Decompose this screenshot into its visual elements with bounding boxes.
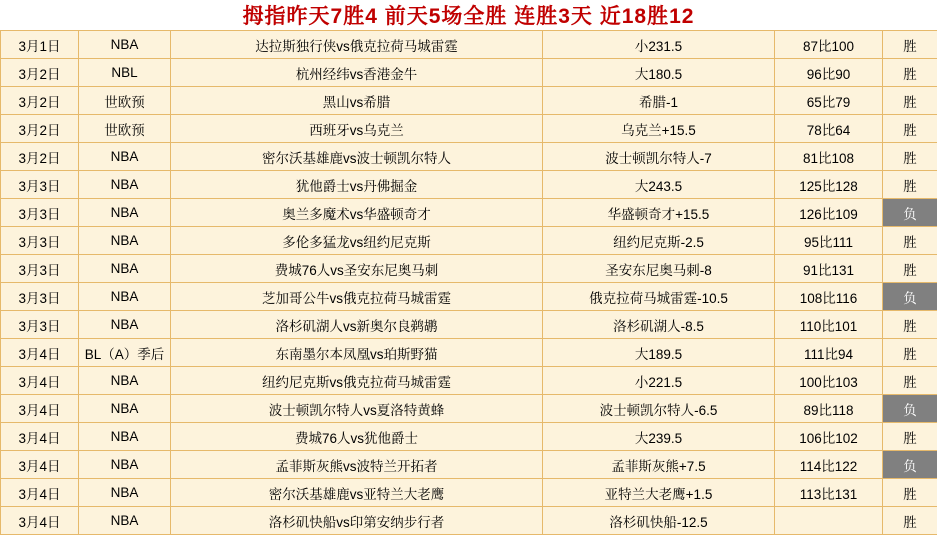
- cell-date: 3月4日: [1, 479, 79, 507]
- cell-match: 达拉斯独行侠vs俄克拉荷马城雷霆: [171, 31, 543, 59]
- cell-match: 孟菲斯灰熊vs波特兰开拓者: [171, 451, 543, 479]
- cell-pick: 大189.5: [543, 339, 775, 367]
- cell-score: 91比131: [775, 255, 883, 283]
- table-row: [1, 59, 937, 87]
- cell-score: 111比94: [775, 339, 883, 367]
- cell-league: NBA: [79, 255, 171, 283]
- table-row: [1, 395, 937, 423]
- cell-date: 3月3日: [1, 311, 79, 339]
- cell-league: NBA: [79, 451, 171, 479]
- cell-date: 3月2日: [1, 59, 79, 87]
- cell-result: 胜: [883, 367, 937, 395]
- cell-date: 3月2日: [1, 87, 79, 115]
- cell-score: 95比111: [775, 227, 883, 255]
- cell-match: 东南墨尔本凤凰vs珀斯野猫: [171, 339, 543, 367]
- cell-result: 胜: [883, 31, 937, 59]
- table-row: [1, 479, 937, 507]
- cell-date: 3月3日: [1, 171, 79, 199]
- cell-date: 3月3日: [1, 227, 79, 255]
- cell-match: 费城76人vs犹他爵士: [171, 423, 543, 451]
- cell-pick: 希腊-1: [543, 87, 775, 115]
- table-row: [1, 283, 937, 311]
- cell-date: 3月2日: [1, 143, 79, 171]
- cell-score: [775, 507, 883, 535]
- cell-date: 3月4日: [1, 367, 79, 395]
- cell-match: 芝加哥公牛vs俄克拉荷马城雷霆: [171, 283, 543, 311]
- cell-pick: 洛杉矶快船-12.5: [543, 507, 775, 535]
- cell-date: 3月3日: [1, 199, 79, 227]
- table-row: [1, 227, 937, 255]
- cell-pick: 小231.5: [543, 31, 775, 59]
- cell-date: 3月4日: [1, 339, 79, 367]
- cell-pick: 乌克兰+15.5: [543, 115, 775, 143]
- cell-pick: 大239.5: [543, 423, 775, 451]
- cell-score: 81比108: [775, 143, 883, 171]
- table-row: [1, 199, 937, 227]
- cell-league: NBA: [79, 143, 171, 171]
- cell-result: 胜: [883, 507, 937, 535]
- table-row: [1, 31, 937, 59]
- cell-date: 3月1日: [1, 31, 79, 59]
- cell-result: 负: [883, 199, 937, 227]
- cell-league: 世欧预: [79, 115, 171, 143]
- cell-match: 黑山vs希腊: [171, 87, 543, 115]
- cell-result: 胜: [883, 227, 937, 255]
- table-row: [1, 311, 937, 339]
- cell-result: 胜: [883, 339, 937, 367]
- cell-score: 126比109: [775, 199, 883, 227]
- cell-league: NBA: [79, 367, 171, 395]
- cell-match: 杭州经纬vs香港金牛: [171, 59, 543, 87]
- cell-score: 106比102: [775, 423, 883, 451]
- cell-pick: 大180.5: [543, 59, 775, 87]
- cell-pick: 洛杉矶湖人-8.5: [543, 311, 775, 339]
- table-row: [1, 255, 937, 283]
- cell-score: 100比103: [775, 367, 883, 395]
- cell-date: 3月4日: [1, 451, 79, 479]
- cell-date: 3月3日: [1, 283, 79, 311]
- table-row: [1, 171, 937, 199]
- cell-score: 114比122: [775, 451, 883, 479]
- cell-league: NBL: [79, 59, 171, 87]
- cell-league: NBA: [79, 311, 171, 339]
- cell-result: 负: [883, 395, 937, 423]
- cell-result: 胜: [883, 255, 937, 283]
- cell-league: NBA: [79, 227, 171, 255]
- cell-match: 密尔沃基雄鹿vs亚特兰大老鹰: [171, 479, 543, 507]
- cell-result: 胜: [883, 311, 937, 339]
- cell-pick: 波士顿凯尔特人-6.5: [543, 395, 775, 423]
- cell-match: 奥兰多魔术vs华盛顿奇才: [171, 199, 543, 227]
- cell-date: 3月4日: [1, 395, 79, 423]
- cell-match: 多伦多猛龙vs纽约尼克斯: [171, 227, 543, 255]
- cell-score: 110比101: [775, 311, 883, 339]
- table-row: [1, 451, 937, 479]
- table-row: [1, 339, 937, 367]
- table-row: [1, 367, 937, 395]
- cell-result: 胜: [883, 479, 937, 507]
- cell-pick: 纽约尼克斯-2.5: [543, 227, 775, 255]
- cell-match: 费城76人vs圣安东尼奥马刺: [171, 255, 543, 283]
- cell-league: NBA: [79, 199, 171, 227]
- cell-pick: 大243.5: [543, 171, 775, 199]
- cell-date: 3月3日: [1, 255, 79, 283]
- cell-match: 洛杉矶快船vs印第安纳步行者: [171, 507, 543, 535]
- cell-match: 纽约尼克斯vs俄克拉荷马城雷霆: [171, 367, 543, 395]
- cell-pick: 孟菲斯灰熊+7.5: [543, 451, 775, 479]
- cell-league: NBA: [79, 479, 171, 507]
- cell-result: 胜: [883, 143, 937, 171]
- cell-league: NBA: [79, 283, 171, 311]
- cell-result: 胜: [883, 87, 937, 115]
- cell-pick: 圣安东尼奥马刺-8: [543, 255, 775, 283]
- cell-match: 西班牙vs乌克兰: [171, 115, 543, 143]
- cell-date: 3月2日: [1, 115, 79, 143]
- table-row: [1, 87, 937, 115]
- cell-pick: 华盛顿奇才+15.5: [543, 199, 775, 227]
- cell-league: NBA: [79, 423, 171, 451]
- table-row: [1, 143, 937, 171]
- cell-league: BL（A）季后: [79, 339, 171, 367]
- cell-date: 3月4日: [1, 423, 79, 451]
- cell-match: 洛杉矶湖人vs新奥尔良鹈鹕: [171, 311, 543, 339]
- cell-result: 胜: [883, 423, 937, 451]
- cell-result: 负: [883, 283, 937, 311]
- table-row: [1, 115, 937, 143]
- cell-score: 89比118: [775, 395, 883, 423]
- cell-league: NBA: [79, 31, 171, 59]
- cell-score: 78比64: [775, 115, 883, 143]
- picks-table: [0, 30, 937, 535]
- cell-league: 世欧预: [79, 87, 171, 115]
- cell-pick: 亚特兰大老鹰+1.5: [543, 479, 775, 507]
- cell-score: 113比131: [775, 479, 883, 507]
- cell-match: 波士顿凯尔特人vs夏洛特黄蜂: [171, 395, 543, 423]
- cell-score: 65比79: [775, 87, 883, 115]
- cell-league: NBA: [79, 395, 171, 423]
- cell-result: 胜: [883, 115, 937, 143]
- cell-pick: 俄克拉荷马城雷霆-10.5: [543, 283, 775, 311]
- cell-result: 胜: [883, 171, 937, 199]
- table-row: [1, 423, 937, 451]
- cell-score: 108比116: [775, 283, 883, 311]
- cell-pick: 小221.5: [543, 367, 775, 395]
- cell-pick: 波士顿凯尔特人-7: [543, 143, 775, 171]
- cell-score: 87比100: [775, 31, 883, 59]
- picks-table-body: [1, 31, 937, 535]
- cell-league: NBA: [79, 507, 171, 535]
- cell-match: 犹他爵士vs丹佛掘金: [171, 171, 543, 199]
- page-title: [0, 0, 937, 30]
- cell-result: 胜: [883, 59, 937, 87]
- cell-result: 负: [883, 451, 937, 479]
- cell-league: NBA: [79, 171, 171, 199]
- cell-match: 密尔沃基雄鹿vs波士顿凯尔特人: [171, 143, 543, 171]
- cell-score: 96比90: [775, 59, 883, 87]
- cell-date: 3月4日: [1, 507, 79, 535]
- table-row: [1, 507, 937, 535]
- page-title-text: 拇指昨天7胜4 前天5场全胜 连胜3天 近18胜12: [243, 0, 695, 30]
- cell-score: 125比128: [775, 171, 883, 199]
